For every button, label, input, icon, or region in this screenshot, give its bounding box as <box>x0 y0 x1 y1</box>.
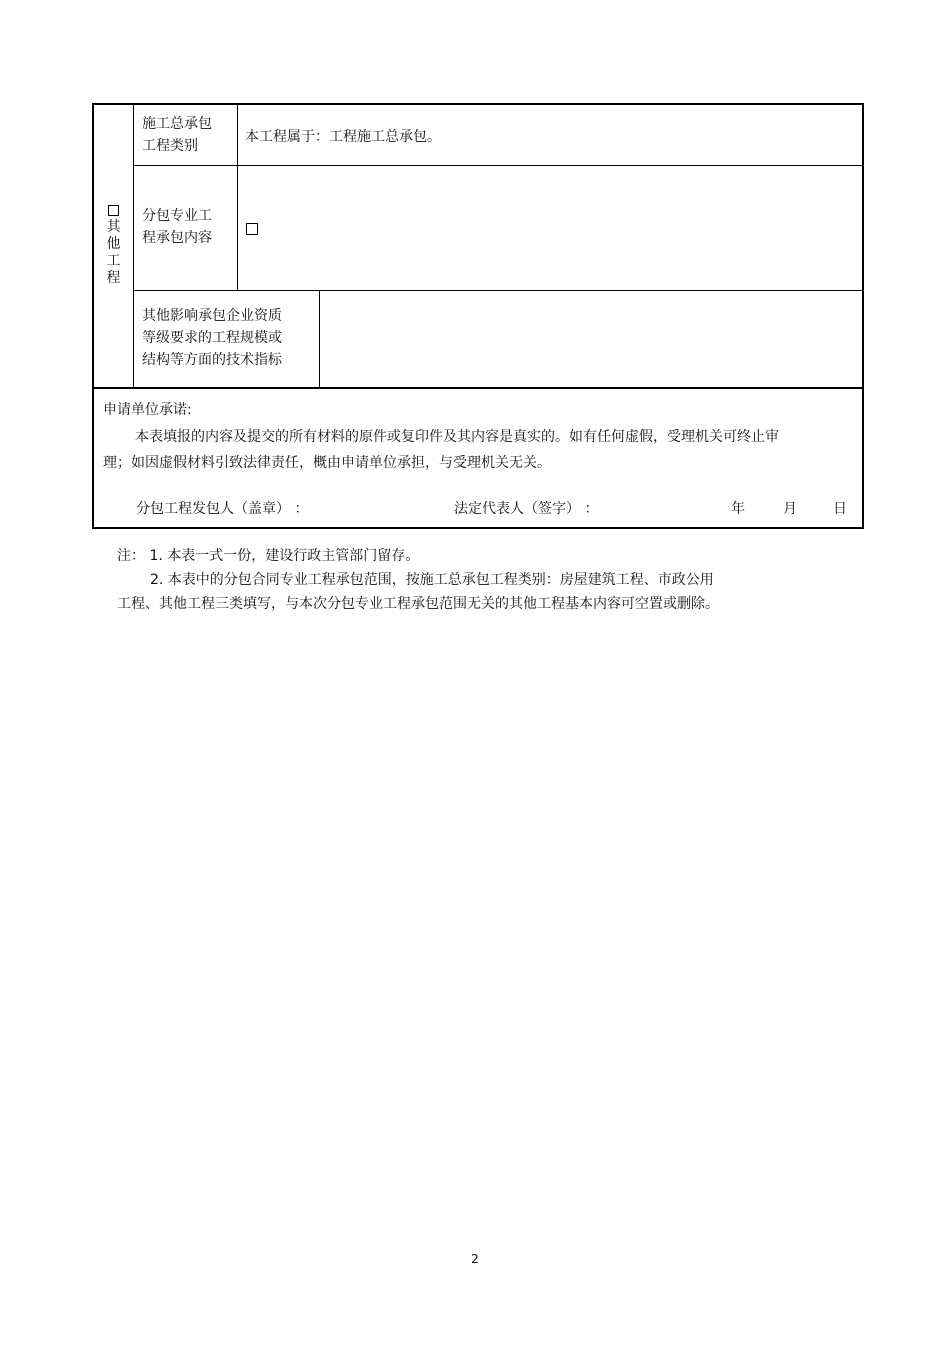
commitment-text: 本表填报的内容及提交的所有材料的原件或复印件及其内容是真实的。如有任何虚假，受理机关可终止审理；如因虚假材料引致法律责任，概由申请单位承担，与受理机关无关。 <box>103 429 779 471</box>
tech-label-line: 其他影响承包企业资质 <box>142 308 282 324</box>
side-char: 他 <box>106 236 121 252</box>
note-line-1: 注： 1. 本表一式一份，建设行政主管部门留存。 <box>117 548 420 564</box>
other-works-checkbox[interactable] <box>108 205 119 216</box>
signer-label: 分包工程发包人（盖章） ： <box>136 501 309 517</box>
application-form-table <box>92 103 864 529</box>
other-works-side-label <box>94 105 134 387</box>
side-char: 工 <box>106 253 121 269</box>
legal-rep-label: 法定代表人（签字） ： <box>454 501 599 517</box>
date-day: 日 <box>833 501 847 517</box>
category-value-cell[interactable] <box>238 105 864 166</box>
category-value: 本工程属于：工程施工总承包。 <box>245 129 441 145</box>
content-label-line: 程承包内容 <box>142 230 212 246</box>
note-line-3: 工程、其他工程三类填写，与本次分包专业工程承包范围无关的其他工程基本内容可空置或删除。 <box>117 596 719 612</box>
date-month: 月 <box>783 501 797 517</box>
notes-section <box>117 544 817 616</box>
note-line-2: 2. 本表中的分包合同专业工程承包范围，按施工总承包工程类别：房屋建筑工程、市政公用 <box>150 572 714 588</box>
category-label-line: 工程类别 <box>142 138 198 154</box>
tech-label-line: 等级要求的工程规模或 <box>142 330 282 346</box>
side-char: 其 <box>106 219 121 235</box>
side-char: 程 <box>106 270 121 286</box>
subcontract-content-label-cell <box>134 166 238 291</box>
technical-index-label-cell <box>134 291 320 387</box>
date-year: 年 <box>731 501 745 517</box>
subcontract-content-value-cell[interactable] <box>238 166 864 291</box>
content-checkbox[interactable] <box>246 223 258 235</box>
content-label-line: 分包专业工 <box>142 208 212 224</box>
applicant-commitment-section <box>94 387 862 527</box>
commitment-title: 申请单位承诺: <box>103 402 192 418</box>
page-number: 2 <box>471 1252 479 1266</box>
tech-label-line: 结构等方面的技术指标 <box>142 352 282 368</box>
category-label-cell <box>134 105 238 166</box>
category-label-line: 施工总承包 <box>142 116 212 132</box>
technical-index-value-cell[interactable] <box>320 291 864 387</box>
